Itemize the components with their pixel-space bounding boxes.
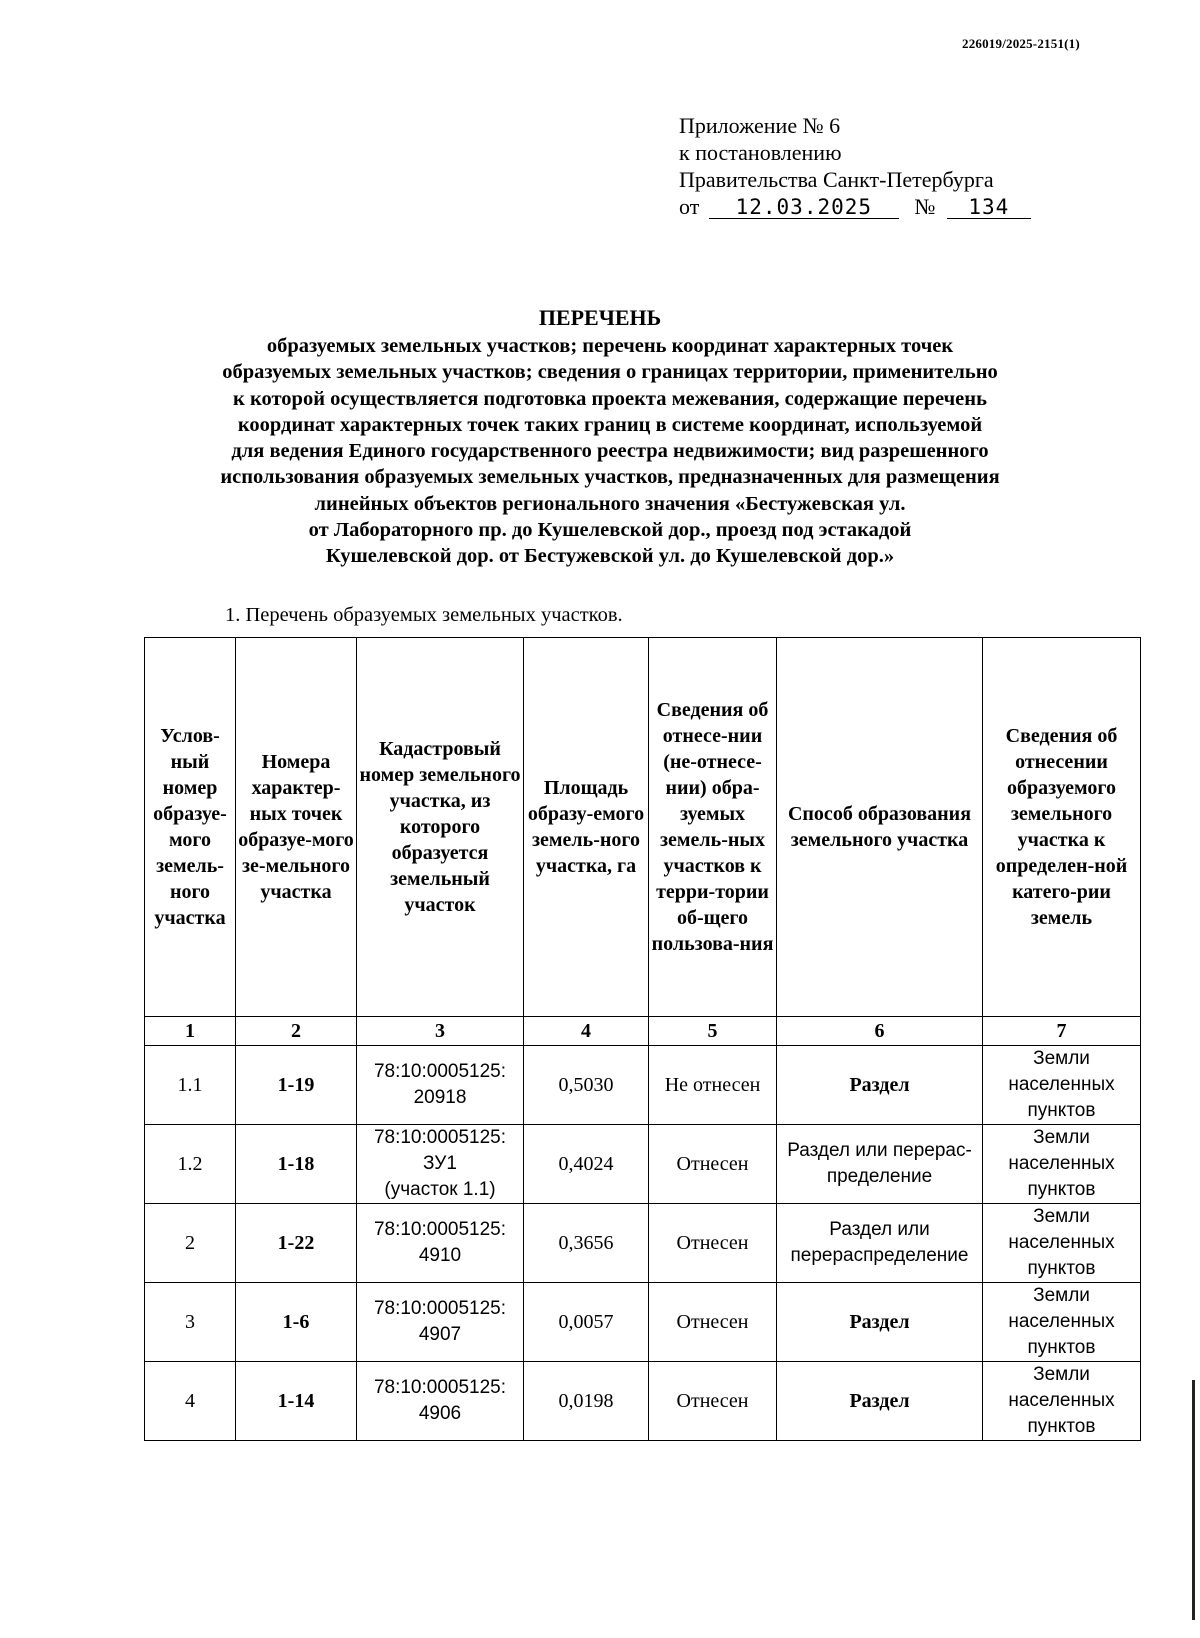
number-label: №	[914, 194, 936, 219]
header-land-category: Сведения об отнесении образуемого земельного участка к определен-ной катего-рии земель	[983, 638, 1141, 1017]
column-number: 3	[357, 1017, 524, 1046]
resolution-label: к постановлению	[679, 140, 842, 165]
cadastral-prefix: 78:10:0005125:	[373, 1127, 507, 1148]
subtitle-line: образуемых земельных участков; сведения о границах территории, применительно	[222, 361, 998, 384]
cell-land-category	[983, 1362, 1141, 1441]
cell-area: 0,4024	[524, 1125, 649, 1204]
table-row	[145, 1283, 1141, 1362]
resolution-date: 12.03.2025	[709, 196, 899, 219]
column-number: 4	[524, 1017, 649, 1046]
table-row	[145, 1125, 1141, 1204]
cell-public-use: Отнесен	[649, 1204, 777, 1283]
cell-plot-number: 1.2	[145, 1125, 236, 1204]
cell-area: 0,0057	[524, 1283, 649, 1362]
cell-land-category	[983, 1204, 1141, 1283]
cell-land-category	[983, 1046, 1141, 1125]
cell-public-use: Отнесен	[649, 1283, 777, 1362]
header-formation-method: Способ образования земельного участка	[777, 638, 983, 1017]
cadastral-suffix: 4910	[418, 1245, 462, 1266]
cell-point-numbers: 1-19	[236, 1046, 357, 1125]
subtitle-line: к которой осуществляется подготовка проекта межевания, содержащие перечень	[233, 387, 987, 410]
table-row	[145, 1046, 1141, 1125]
category-line: пунктов	[1027, 1337, 1096, 1358]
cell-formation-method: Раздел или перерас-пределение	[777, 1125, 983, 1204]
column-number: 7	[983, 1017, 1141, 1046]
subtitle-line: от Лабораторного пр. до Кушелевской дор., проезд под эстакадой	[308, 519, 912, 542]
subtitle-line: использования образуемых земельных участков, предназначенных для размещения	[220, 466, 1000, 489]
cell-public-use: Не отнесен	[649, 1046, 777, 1125]
cell-land-category	[983, 1283, 1141, 1362]
cadastral-prefix: 78:10:0005125:	[373, 1377, 507, 1398]
header-public-use: Сведения об отнесе-нии (не-отнесе-нии) обра-зуемых земель-ных участков к терри-тории об-щего пользова-ния	[649, 638, 777, 1017]
document-registration-id: 226019/2025-2151(1)	[962, 36, 1080, 51]
cadastral-prefix: 78:10:0005125:	[373, 1219, 507, 1240]
column-number-row	[145, 1017, 1141, 1046]
category-line: Земли	[1033, 1048, 1090, 1069]
table-row	[145, 1362, 1141, 1441]
column-number: 5	[649, 1017, 777, 1046]
category-line: населенных	[1008, 1311, 1115, 1332]
cell-formation-method: Раздел	[777, 1046, 983, 1125]
cell-point-numbers: 1-22	[236, 1204, 357, 1283]
resolution-number: 134	[947, 196, 1031, 219]
category-line: населенных	[1008, 1390, 1115, 1411]
subtitle-line: координат характерных точек таких границ в системе координат, используемой	[237, 413, 983, 436]
table-header-row	[145, 638, 1141, 1017]
cell-land-category	[983, 1125, 1141, 1204]
cell-formation-method: Раздел или перераспределение	[777, 1204, 983, 1283]
category-line: пунктов	[1027, 1100, 1096, 1121]
cadastral-suffix: 4907	[418, 1324, 462, 1345]
from-label: от	[679, 194, 700, 219]
cell-cadastral-number	[357, 1046, 524, 1125]
cell-area: 0,0198	[524, 1362, 649, 1441]
section-caption: 1. Перечень образуемых земельных участков.	[225, 604, 623, 626]
category-line: населенных	[1008, 1153, 1115, 1174]
cadastral-suffix: 4906	[418, 1403, 462, 1424]
government-label: Правительства Санкт-Петербурга	[679, 167, 994, 192]
approval-stamp	[679, 112, 1031, 220]
column-number: 6	[777, 1017, 983, 1046]
document-subtitle	[150, 333, 1070, 570]
cadastral-suffix: ЗУ1	[423, 1153, 457, 1174]
header-point-numbers: Номера характер-ных точек образуе-мого зе-мельного участка	[236, 638, 357, 1017]
cell-point-numbers: 1-18	[236, 1125, 357, 1204]
land-plots-table	[144, 637, 1141, 1441]
cell-point-numbers: 1-6	[236, 1283, 357, 1362]
appendix-number: Приложение № 6	[679, 113, 841, 138]
cell-public-use: Отнесен	[649, 1362, 777, 1441]
column-number: 2	[236, 1017, 357, 1046]
category-line: Земли	[1033, 1127, 1090, 1148]
cadastral-prefix: 78:10:0005125:	[373, 1298, 507, 1319]
document-title: ПЕРЕЧЕНЬ	[538, 305, 662, 330]
scan-edge-line	[1192, 1380, 1195, 1620]
cell-plot-number: 2	[145, 1204, 236, 1283]
category-line: пунктов	[1027, 1258, 1096, 1279]
cell-cadastral-number	[357, 1362, 524, 1441]
cell-plot-number: 3	[145, 1283, 236, 1362]
header-area: Площадь образу-емого земель-ного участка, га	[524, 638, 649, 1017]
cell-area: 0,5030	[524, 1046, 649, 1125]
category-line: Земли	[1033, 1285, 1090, 1306]
cell-cadastral-number	[357, 1125, 524, 1204]
category-line: пунктов	[1027, 1179, 1096, 1200]
subtitle-line: линейных объектов регионального значения «Бестужевская ул.	[314, 492, 906, 515]
category-line: пунктов	[1027, 1416, 1096, 1437]
subtitle-line: для ведения Единого государственного реестра недвижимости; вид разрешенного	[231, 440, 989, 463]
category-line: Земли	[1033, 1206, 1090, 1227]
cell-plot-number: 1.1	[145, 1046, 236, 1125]
subtitle-line: образуемых земельных участков; перечень координат характерных точек	[266, 335, 954, 357]
category-line: Земли	[1033, 1364, 1090, 1385]
cell-plot-number: 4	[145, 1362, 236, 1441]
cadastral-suffix: 20918	[413, 1087, 467, 1108]
cell-formation-method: Раздел	[777, 1283, 983, 1362]
cell-point-numbers: 1-14	[236, 1362, 357, 1441]
column-number: 1	[145, 1017, 236, 1046]
cadastral-note: (участок 1.1)	[384, 1179, 496, 1200]
cell-public-use: Отнесен	[649, 1125, 777, 1204]
header-cadastral-number: Кадастровый номер земельного участка, из которого образуется земельный участок	[357, 638, 524, 1017]
cell-area: 0,3656	[524, 1204, 649, 1283]
subtitle-line: Кушелевской дор. от Бестужевской ул. до Кушелевской дор.»	[325, 545, 895, 568]
cadastral-prefix: 78:10:0005125:	[373, 1061, 507, 1082]
header-plot-number: Услов-ный номер образуе-мого земель-ного участка	[145, 638, 236, 1017]
category-line: населенных	[1008, 1232, 1115, 1253]
cell-cadastral-number	[357, 1204, 524, 1283]
date-number-line	[679, 193, 1031, 220]
category-line: населенных	[1008, 1074, 1115, 1095]
cell-cadastral-number	[357, 1283, 524, 1362]
cell-formation-method: Раздел	[777, 1362, 983, 1441]
table-row	[145, 1204, 1141, 1283]
